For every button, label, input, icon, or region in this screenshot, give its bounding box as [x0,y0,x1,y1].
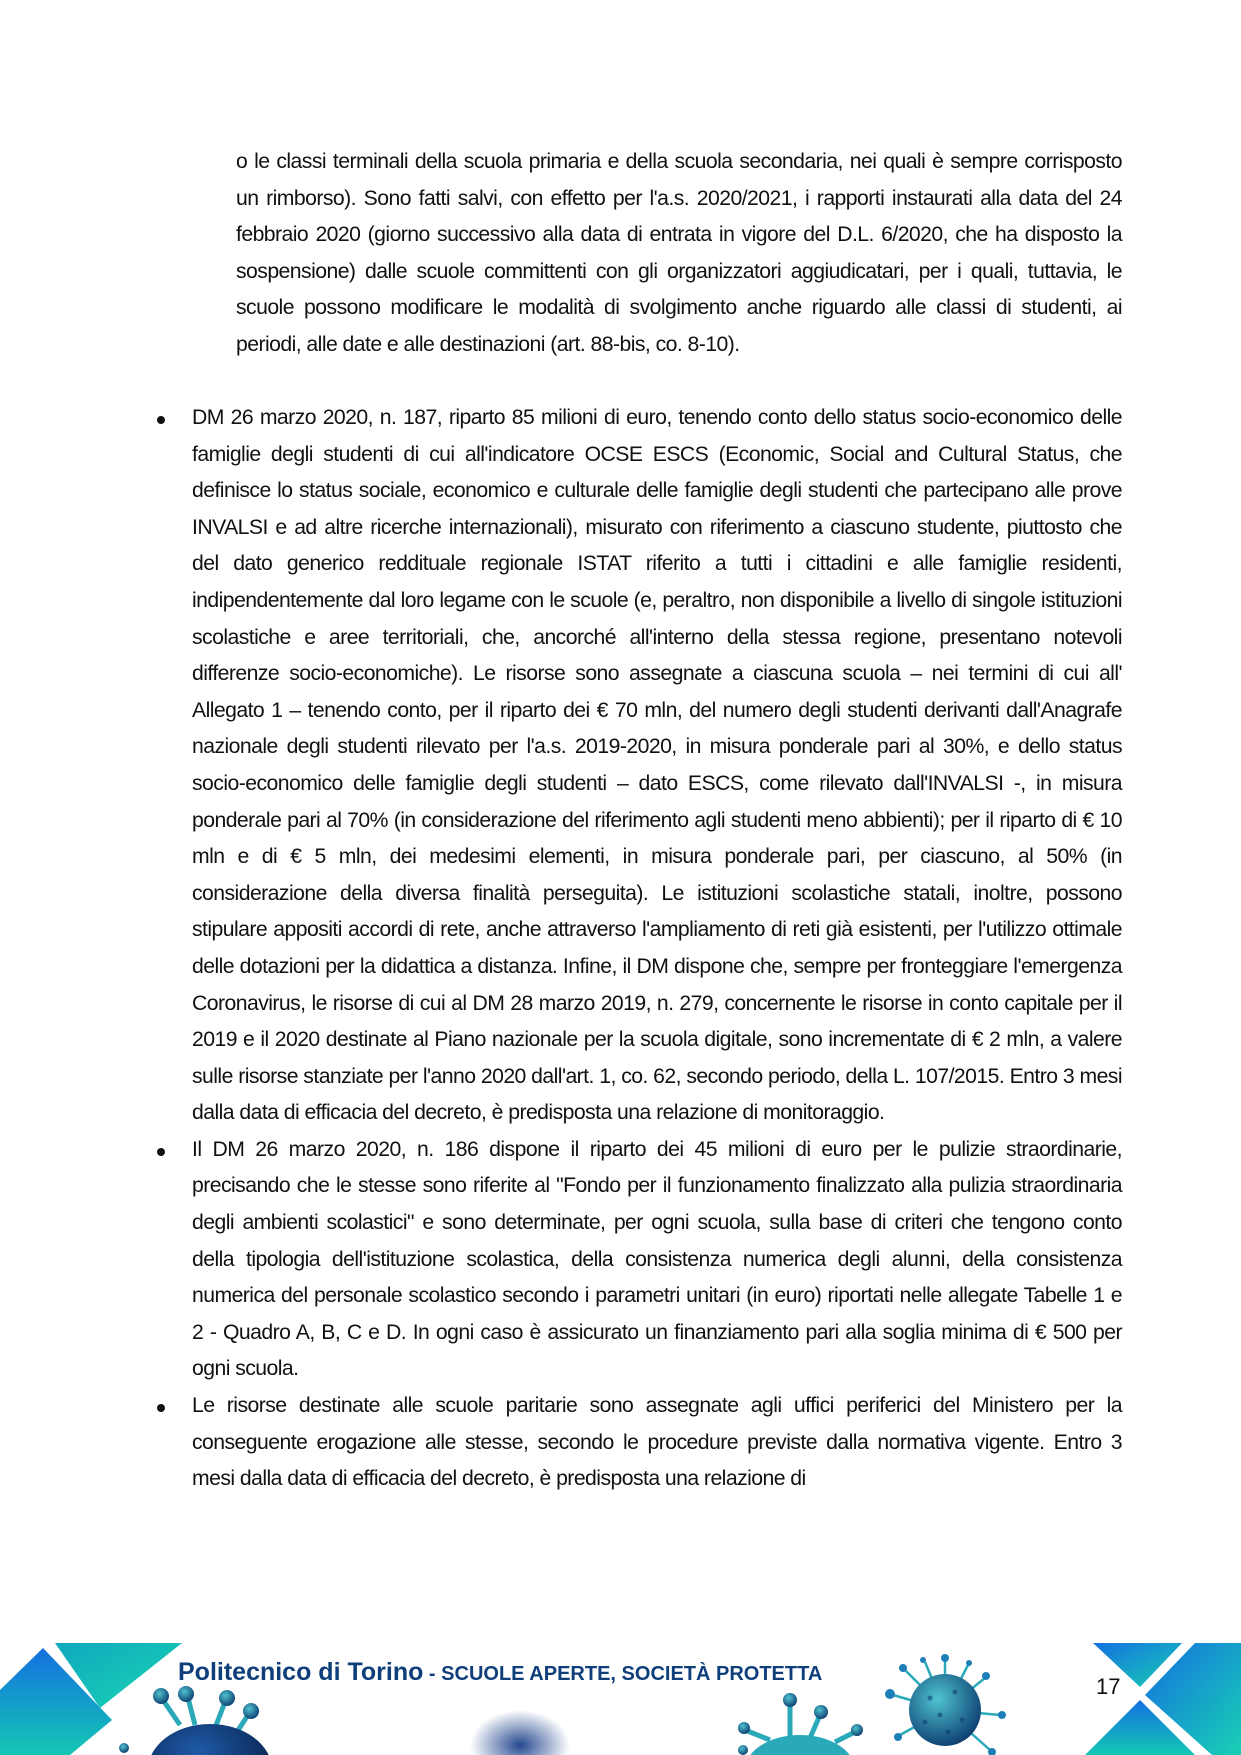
blurred-virus-icon [470,1710,570,1755]
list-item [148,1388,1122,1498]
continuation-paragraph: o le classi terminali della scuola primaria e della scuola secondaria, nei quali è sempre corrisposto un rimborso). Sono fatti salvi, con effetto per l'a.s. 2020/2021, i rapporti instaurati alla data del 24 febbraio 2020 (giorno successivo alla data di entrata in vigore del D.L. 6/2020, che ha disposto la sospensione) dalle scuole committenti con gli organizzatori aggiudicatari, per i quali, tuttavia, le scuole possono modificare le modalità di svolgimento anche riguardo alle classi di studenti, ai periodi, alle date e alle destinazioni (art. 88-bis, co. 8-10). [236,150,1122,356]
footer-title [178,1658,822,1687]
list-item [148,1132,1122,1388]
project-name: SCUOLE APERTE, SOCIETÀ PROTETTA [441,1663,823,1685]
footer-decoration [0,1620,1241,1755]
list-item-text: Il DM 26 marzo 2020, n. 186 dispone il riparto dei 45 milioni di euro per le pulizie straordinarie, precisando che le stesse sono riferite al "Fondo per il funzionamento finalizzato alla pulizia straordinaria degli ambienti scolastici" e sono determinate, per ogni scuola, sulla base di criteri che tengono conto della tipologia dell'istituzione scolastica, della consistenza numerica degli alunni, della consistenza numerica del personale scolastico secondo i parametri unitari (in euro) riportati nelle allegate Tabelle 1 e 2 - Quadro A, B, C e D. In ogni caso è assicurato un finanziamento pari alla soglia minima di € 500 per ogni scuola. [192,1137,1122,1381]
bullet-icon [157,1404,165,1412]
bullet-list [148,400,1122,1498]
title-separator: - [423,1663,442,1685]
virus-illustration-center [738,1693,863,1755]
bullet-icon [157,1148,165,1156]
virus-illustration-right [885,1654,1006,1755]
list-item [148,400,1122,1132]
institution-name: Politecnico di Torino [178,1658,424,1686]
virus-illustration-left [119,1686,272,1755]
list-item-text: Le risorse destinate alle scuole paritarie sono assegnate agli uffici periferici del Ministero per la conseguente erogazione alle stesse, secondo le procedure previste dalla normativa vigente. Entro 3 mesi dalla data di efficacia del decreto, è predisposta una relazione di [192,1394,1122,1491]
page-footer [0,1620,1241,1755]
list-item-text: DM 26 marzo 2020, n. 187, riparto 85 milioni di euro, tenendo conto dello status socio-economico delle famiglie degli studenti di cui all'indicatore OCSE ESCS (Economic, Social and Cultural Status, che definisce lo status sociale, economico e culturale delle famiglie degli studenti che partecipano alle prove INVALSI e ad altre ricerche internazionali), misurato con riferimento a ciascuno studente, piuttosto che del dato generico reddituale regionale ISTAT riferito a tutti i cittadini e alle famiglie residenti, indipendentemente dal loro legame con le scuole (e, peraltro, non disponibile a livello di singole istituzioni scolastiche e aree territoriali, che, ancorché all'interno della stessa regione, presentano notevoli differenze socio-economiche). Le risorse sono assegnate a ciascuna scuola – nei termini di cui all' Allegato 1 – tenendo conto, per il riparto dei € 70 mln, del numero degli studenti derivanti dall'Anagrafe nazionale degli studenti rilevato per l'a.s. 2019-2020, in misura ponderale pari al 30%, e dello status socio-economico delle famiglie degli studenti – dato ESCS, come rilevato dall'INVALSI -, in misura ponderale pari al 70% (in considerazione del riferimento agli studenti meno abbienti); per il riparto di € 10 mln e di € 5 mln, dei medesimi elementi, in misura ponderale pari, per ciascuno, al 50% (in considerazione della diversa finalità perseguita). Le istituzioni scolastiche statali, inoltre, possono stipulare appositi accordi di rete, anche attraverso l'ampliamento di reti già esistenti, per l'utilizzo ottimale delle dotazioni per la didattica a distanza. Infine, il DM dispone che, sempre per fronteggiare l'emergenza Coronavirus, le risorse di cui al DM 28 marzo 2019, n. 279, concernente le risorse in conto capitale per il 2019 e il 2020 destinate al Piano nazionale per la scuola digitale, sono incrementate di € 2 mln, a valere sulle risorse stanziate per l'anno 2020 dall'art. 1, co. 62, secondo periodo, della L. 107/2015. Entro 3 mesi dalla data di efficacia del decreto, è predisposta una relazione di monitoraggio. [192,406,1122,1125]
page-number: 17 [1096,1674,1121,1699]
bullet-icon [157,416,165,424]
